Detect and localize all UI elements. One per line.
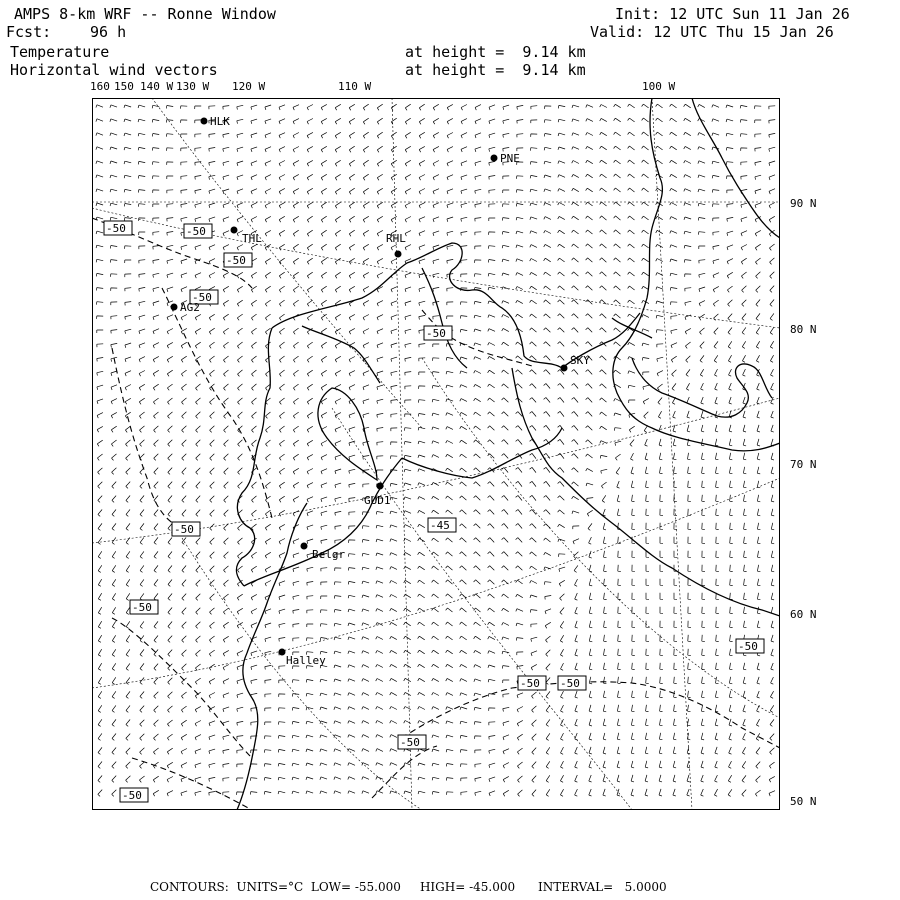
contour-label xyxy=(428,518,456,532)
lat-label: 50 N xyxy=(790,795,817,808)
field-wind-height: at height = 9.14 km xyxy=(405,61,586,79)
init-time: Init: 12 UTC Sun 11 Jan 26 xyxy=(615,5,850,23)
lon-label: 110 W xyxy=(338,80,372,93)
contour-label-text: -50 xyxy=(106,222,126,235)
contour-label xyxy=(130,600,158,614)
field-wind-label: Horizontal wind vectors xyxy=(10,61,218,79)
station-label: Belgr xyxy=(312,548,346,561)
map-title: AMPS 8-km WRF -- Ronne Window xyxy=(14,5,276,23)
contour-label xyxy=(120,788,148,802)
station-label: SKY xyxy=(570,354,590,367)
contour-label-text: -50 xyxy=(426,327,446,340)
contour-label xyxy=(104,221,132,235)
lon-label: 150 xyxy=(114,80,134,93)
contour-label xyxy=(736,639,764,653)
station-label: AG2 xyxy=(180,301,200,314)
contour-label-text: -50 xyxy=(226,254,246,267)
contour-label xyxy=(398,735,426,749)
lon-label: 100 W xyxy=(642,80,676,93)
contour-label-text: -50 xyxy=(520,677,540,690)
contour-label-text: -45 xyxy=(430,519,450,532)
contour-label-text: -50 xyxy=(738,640,758,653)
field-temperature-height: at height = 9.14 km xyxy=(405,43,586,61)
lat-label: 90 N xyxy=(790,197,817,210)
contour-label-text: -50 xyxy=(132,601,152,614)
lon-label: 130 W xyxy=(176,80,210,93)
station-label: Halley xyxy=(286,654,326,667)
field-temperature-label: Temperature xyxy=(10,43,110,61)
station-label: RHL xyxy=(386,232,406,245)
contour-label xyxy=(424,326,452,340)
map-panel xyxy=(92,98,780,810)
contour-label-text: -50 xyxy=(186,225,206,238)
contour-label xyxy=(558,676,586,690)
contour-label-text: -50 xyxy=(122,789,142,802)
station-label: HLK xyxy=(210,115,230,128)
lon-label: 140 W xyxy=(140,80,174,93)
contour-label xyxy=(184,224,212,238)
contour-info-footer: CONTOURS: UNITS=°C LOW= -55.000 HIGH= -45.000 INTERVAL= 5.0000 xyxy=(150,880,667,894)
forecast-label: Fcst: xyxy=(6,23,52,41)
contour-label-text: -50 xyxy=(192,291,212,304)
lon-label: 120 W xyxy=(232,80,266,93)
station-label: THL xyxy=(242,232,262,245)
station-label: GUD1 xyxy=(364,494,391,507)
lat-label: 70 N xyxy=(790,458,817,471)
lat-label: 60 N xyxy=(790,608,817,621)
forecast-hour: 96 h xyxy=(90,23,127,41)
contour-label xyxy=(224,253,252,267)
contour-label xyxy=(518,676,546,690)
station-label: PNE xyxy=(500,152,520,165)
contour-label-text: -50 xyxy=(400,736,420,749)
lat-label: 80 N xyxy=(790,323,817,336)
valid-time: Valid: 12 UTC Thu 15 Jan 26 xyxy=(590,23,834,41)
contour-label xyxy=(172,522,200,536)
contour-label-text: -50 xyxy=(560,677,580,690)
lon-label: 160 xyxy=(90,80,110,93)
contour-label-text: -50 xyxy=(174,523,194,536)
